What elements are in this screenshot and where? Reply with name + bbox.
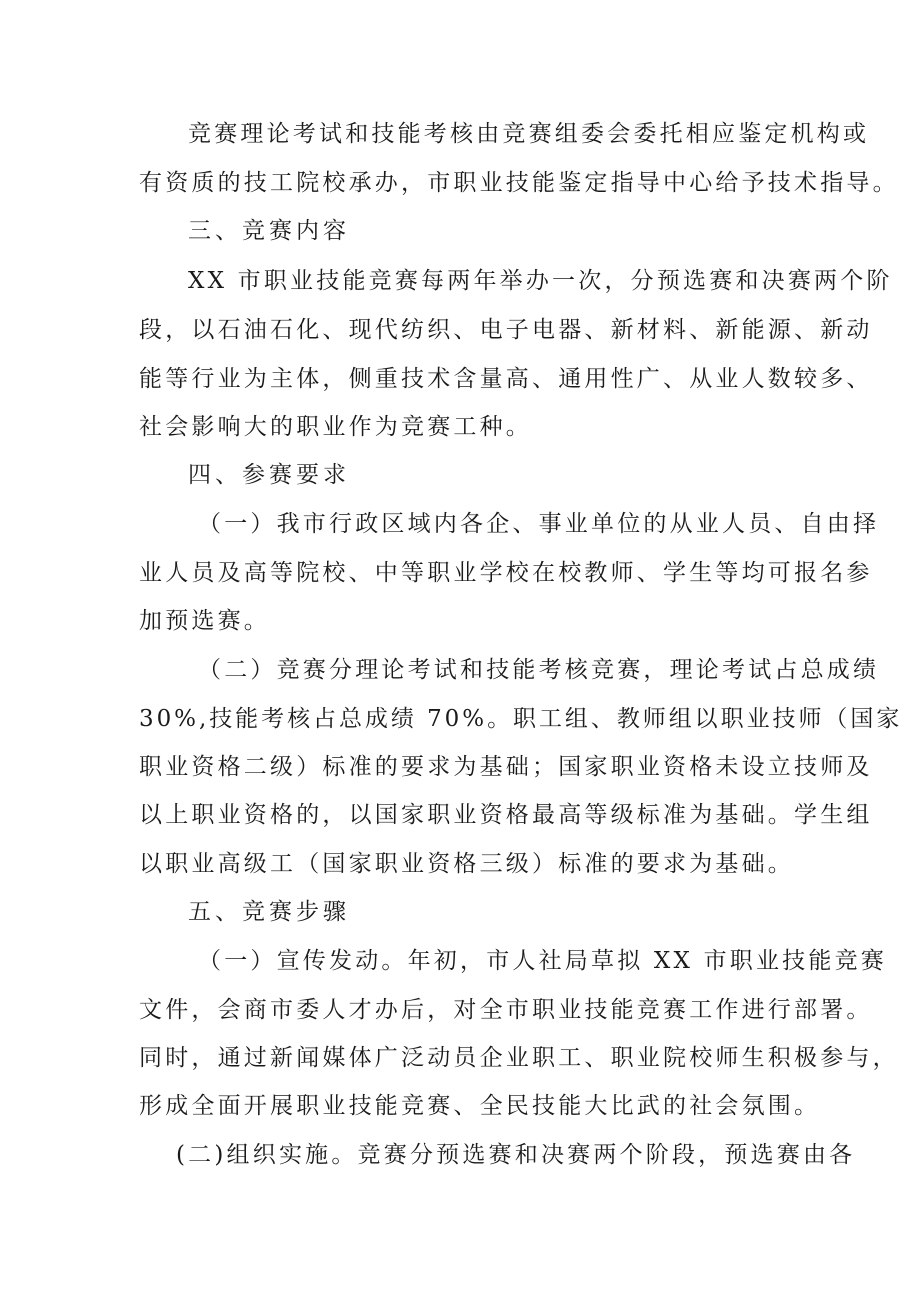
paragraph-4-line-3: 职业资格二级）标准的要求为基础；国家职业资格未设立技师及 xyxy=(139,754,873,780)
paragraph-2-line-1: XX 市职业技能竞赛每两年举办一次，分预选赛和决赛两个阶 xyxy=(188,268,893,294)
paragraph-1-line-1: 竞赛理论考试和技能考核由竞赛组委会委托相应鉴定机构或 xyxy=(188,121,870,147)
paragraph-4-line-2: 30%,技能考核占总成绩 70%。职工组、教师组以职业技师（国家 xyxy=(139,706,903,732)
paragraph-2-line-3: 能等行业为主体，侧重技术含量高、通用性广、从业人数较多、 xyxy=(139,366,873,392)
paragraph-3-line-2: 业人员及高等院校、中等职业学校在校教师、学生等均可报名参 xyxy=(139,560,873,586)
paragraph-3-line-1: （一）我市行政区域内各企、事业单位的从业人员、自由择 xyxy=(198,511,880,537)
paragraph-4-line-4: 以上职业资格的，以国家职业资格最高等级标准为基础。学生组 xyxy=(139,802,873,828)
paragraph-6-line-1: (二)组织实施。竞赛分预选赛和决赛两个阶段，预选赛由各 xyxy=(176,1142,856,1168)
paragraph-2-line-2: 段，以石油石化、现代纺织、电子电器、新材料、新能源、新动 xyxy=(139,317,873,343)
paragraph-1-line-2: 有资质的技工院校承办，市职业技能鉴定指导中心给予技术指导。 xyxy=(139,170,899,196)
paragraph-4-line-5: 以职业高级工（国家职业资格三级）标准的要求为基础。 xyxy=(139,851,794,877)
section-heading-3: 三、竞赛内容 xyxy=(188,218,350,244)
paragraph-5-line-4: 形成全面开展职业技能竞赛、全民技能大比武的社会氛围。 xyxy=(139,1093,821,1119)
paragraph-5-line-3: 同时，通过新闻媒体广泛动员企业职工、职业院校师生积极参与， xyxy=(139,1045,899,1071)
section-heading-5: 五、竞赛步骤 xyxy=(188,899,350,925)
paragraph-4-line-1: （二）竞赛分理论考试和技能考核竞赛，理论考试占总成绩 xyxy=(198,657,880,683)
paragraph-5-line-2: 文件，会商市委人才办后，对全市职业技能竞赛工作进行部署。 xyxy=(139,997,873,1023)
section-heading-4: 四、参赛要求 xyxy=(188,462,350,488)
paragraph-5-line-1: （一）宣传发动。年初，市人社局草拟 XX 市职业技能竞赛 xyxy=(198,948,887,974)
paragraph-2-line-4: 社会影响大的职业作为竞赛工种。 xyxy=(139,414,532,440)
paragraph-3-line-3: 加预选赛。 xyxy=(139,608,270,634)
